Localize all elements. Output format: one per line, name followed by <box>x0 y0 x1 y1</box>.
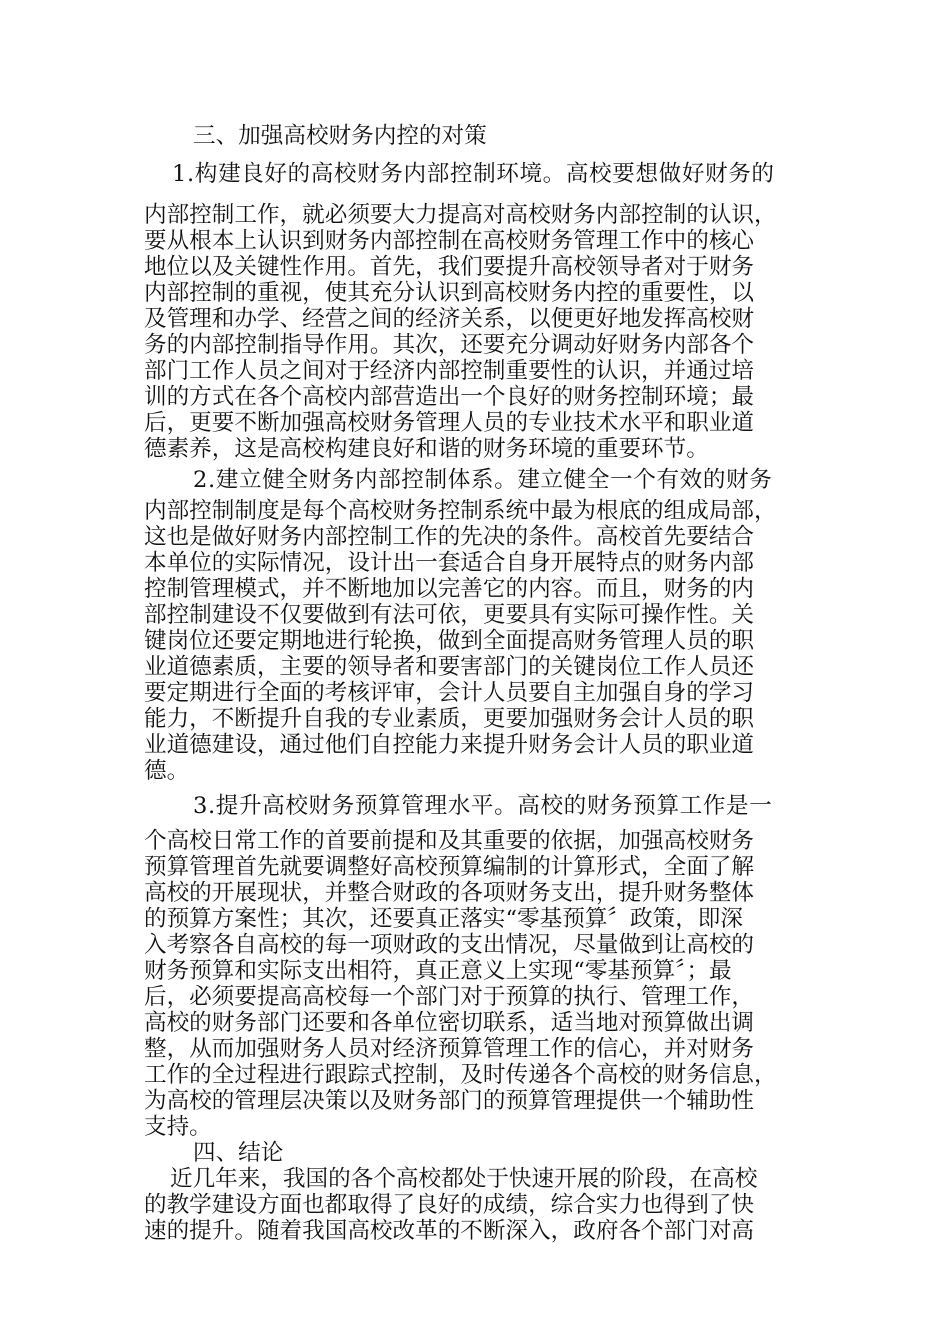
paragraph-1-line: 德素养，这是高校构建良好和谐的财务环境的重要环节。 <box>144 436 709 462</box>
paragraph-3-line: 的预算方案性；其次，还要真正落实“零基预算〞政策，即深 <box>144 906 743 932</box>
paragraph-2-line: 能力，不断提升自我的专业素质，更要加强财务会计人员的职 <box>144 706 755 732</box>
paragraph-3-line: 个高校日常工作的首要前提和及其重要的依据，加强高校财务 <box>144 828 755 854</box>
paragraph-2-line: 这也是做好财务内部控制工作的先决的条件。高校首先要结合 <box>144 524 755 550</box>
paragraph-3-line: 工作的全过程进行跟踪式控制，及时传递各个高校的财务信息， <box>144 1062 777 1088</box>
paragraph-2-line: 内部控制制度是每个高校财务控制系统中最为根底的组成局部， <box>144 498 777 524</box>
paragraph-3-line: 支持。 <box>144 1114 212 1140</box>
paragraph-3-line: 入考察各自高校的每一项财政的支出情况，尽量做到让高校的 <box>144 932 755 958</box>
paragraph-1-line: 要从根本上认识到财务内部控制在高校财务管理工作中的核心 <box>144 228 755 254</box>
paragraph-3-line: 后，必须要提高高校每一个部门对于预算的执行、管理工作， <box>144 984 755 1010</box>
paragraph-2-line: 业道德建设，通过他们自控能力来提升财务会计人员的职业道 <box>144 732 755 758</box>
paragraph-3-lead: 3.提升高校财务预算管理水平。高校的财务预算工作是一 <box>193 793 773 819</box>
paragraph-2-line: 部控制建设不仅要做到有法可依，更要具有实际可操作性。关 <box>144 602 755 628</box>
paragraph-1-lead: 1.构建良好的高校财务内部控制环境。高校要想做好财务的 <box>172 161 775 187</box>
paragraph-1-line: 内部控制工作，就必须要大力提高对高校财务内部控制的认识， <box>144 202 777 228</box>
paragraph-1-line: 训的方式在各个高校内部营造出一个良好的财务控制环境；最 <box>144 384 755 410</box>
paragraph-2-lead: 2.建立健全财务内部控制体系。建立健全一个有效的财务 <box>193 467 773 493</box>
paragraph-3-line: 高校的开展现状，并整合财政的各项财务支出，提升财务整体 <box>144 880 755 906</box>
paragraph-3-line: 整，从而加强财务人员对经济预算管理工作的信心，并对财务 <box>144 1036 755 1062</box>
paragraph-3-line: 财务预算和实际支出相符，真正意义上实现“零基预算〞；最 <box>144 958 732 984</box>
paragraph-3-line: 预算管理首先就要调整好高校预算编制的计算形式，全面了解 <box>144 854 755 880</box>
conclusion-line: 速的提升。随着我国高校改革的不断深入，政府各个部门对高 <box>144 1218 755 1244</box>
paragraph-2-line: 业道德素质，主要的领导者和要害部门的关键岗位工作人员还 <box>144 654 755 680</box>
paragraph-1-line: 部门工作人员之间对于经济内部控制重要性的认识，并通过培 <box>144 358 755 384</box>
paragraph-1-line: 后，更要不断加强高校财务管理人员的专业技术水平和职业道 <box>144 410 755 436</box>
paragraph-2-line: 德。 <box>144 758 190 784</box>
section-3-heading: 三、加强高校财务内控的对策 <box>193 123 487 149</box>
paragraph-1-line: 及管理和办学、经营之间的经济关系，以便更好地发挥高校财 <box>144 306 755 332</box>
paragraph-3-line: 高校的财务部门还要和各单位密切联系，适当地对预算做出调 <box>144 1010 755 1036</box>
paragraph-2-line: 控制管理模式，并不断地加以完善它的内容。而且，财务的内 <box>144 576 755 602</box>
paragraph-3-line: 为高校的管理层决策以及财务部门的预算管理提供一个辅助性 <box>144 1088 755 1114</box>
paragraph-2-line: 键岗位还要定期地进行轮换，做到全面提高财务管理人员的职 <box>144 628 755 654</box>
paragraph-1-line: 内部控制的重视，使其充分认识到高校财务内控的重要性，以 <box>144 280 755 306</box>
conclusion-line: 近几年来，我国的各个高校都处于快速开展的阶段，在高校 <box>170 1166 758 1192</box>
paragraph-1-line: 务的内部控制指导作用。其次，还要充分调动好财务内部各个 <box>144 332 755 358</box>
section-4-heading: 四、结论 <box>193 1140 284 1166</box>
paragraph-2-line: 本单位的实际情况，设计出一套适合自身开展特点的财务内部 <box>144 550 755 576</box>
paragraph-1-line: 地位以及关键性作用。首先，我们要提升高校领导者对于财务 <box>144 254 755 280</box>
conclusion-line: 的教学建设方面也都取得了良好的成绩，综合实力也得到了快 <box>144 1192 755 1218</box>
paragraph-2-line: 要定期进行全面的考核评审，会计人员要自主加强自身的学习 <box>144 680 755 706</box>
